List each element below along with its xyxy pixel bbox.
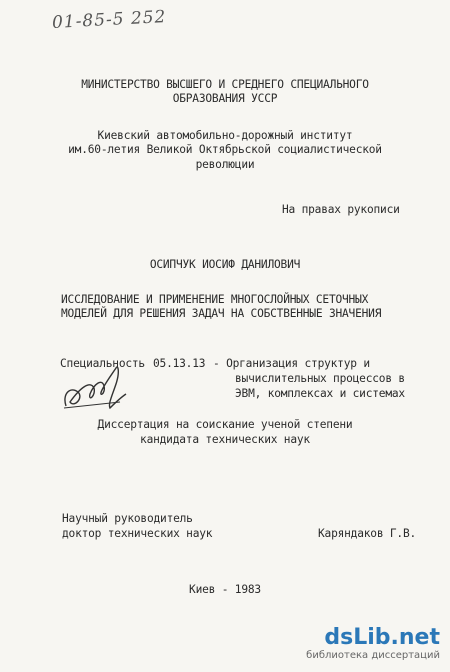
dissertation-title-line-1: ИССЛЕДОВАНИЕ И ПРИМЕНЕНИЕ МНОГОСЛОЙНЫХ СЕТОЧНЫХ — [61, 293, 369, 306]
specialty-code: 05.13.13 — [153, 357, 206, 370]
supervisor-degree: доктор технических наук — [62, 527, 213, 540]
institute-line-2: им.60-летия Великой Октябрьской социалистической — [68, 143, 382, 156]
watermark-brand: dsLib.net — [324, 625, 440, 650]
specialty-label: Специальность — [60, 357, 145, 370]
dissertation-degree-line-1: Диссертация на соискание ученой степени — [97, 418, 353, 431]
specialty-line-1: - Организация структур и — [213, 357, 370, 370]
ministry-line-1: МИНИСТЕРСТВО ВЫСШЕГО И СРЕДНЕГО СПЕЦИАЛЬНОГО — [81, 78, 369, 91]
institute-line-3: революции — [195, 158, 255, 171]
dissertation-title-line-2: МОДЕЛЕЙ ДЛЯ РЕШЕНИЯ ЗАДАЧ НА СОБСТВЕННЫЕ ЗНАЧЕНИЯ — [61, 307, 382, 320]
specialty-line-2: вычислительных процессов в — [235, 372, 405, 385]
ministry-line-2: ОБРАЗОВАНИЯ УССР — [172, 92, 278, 105]
specialty-line-3: ЭВМ, комплексах и системах — [235, 387, 405, 400]
institute-line-1: Киевский автомобильно-дорожный институт — [97, 129, 353, 142]
handwritten-signature — [60, 358, 130, 414]
handwritten-catalog-note: 01-85-5 252 — [51, 7, 167, 33]
watermark-tagline: библиотека диссертаций — [306, 650, 440, 661]
supervisor-role: Научный руководитель — [62, 512, 193, 525]
supervisor-name: Каряндаков Г.В. — [318, 527, 417, 540]
manuscript-note: На правах рукописи — [282, 203, 400, 216]
dslib-watermark — [306, 626, 440, 662]
city-year: Киев - 1983 — [189, 583, 261, 596]
dissertation-degree-line-2: кандидата технических наук — [140, 433, 310, 446]
author-name: ОСИПЧУК ИОСИФ ДАНИЛОВИЧ — [149, 258, 301, 271]
